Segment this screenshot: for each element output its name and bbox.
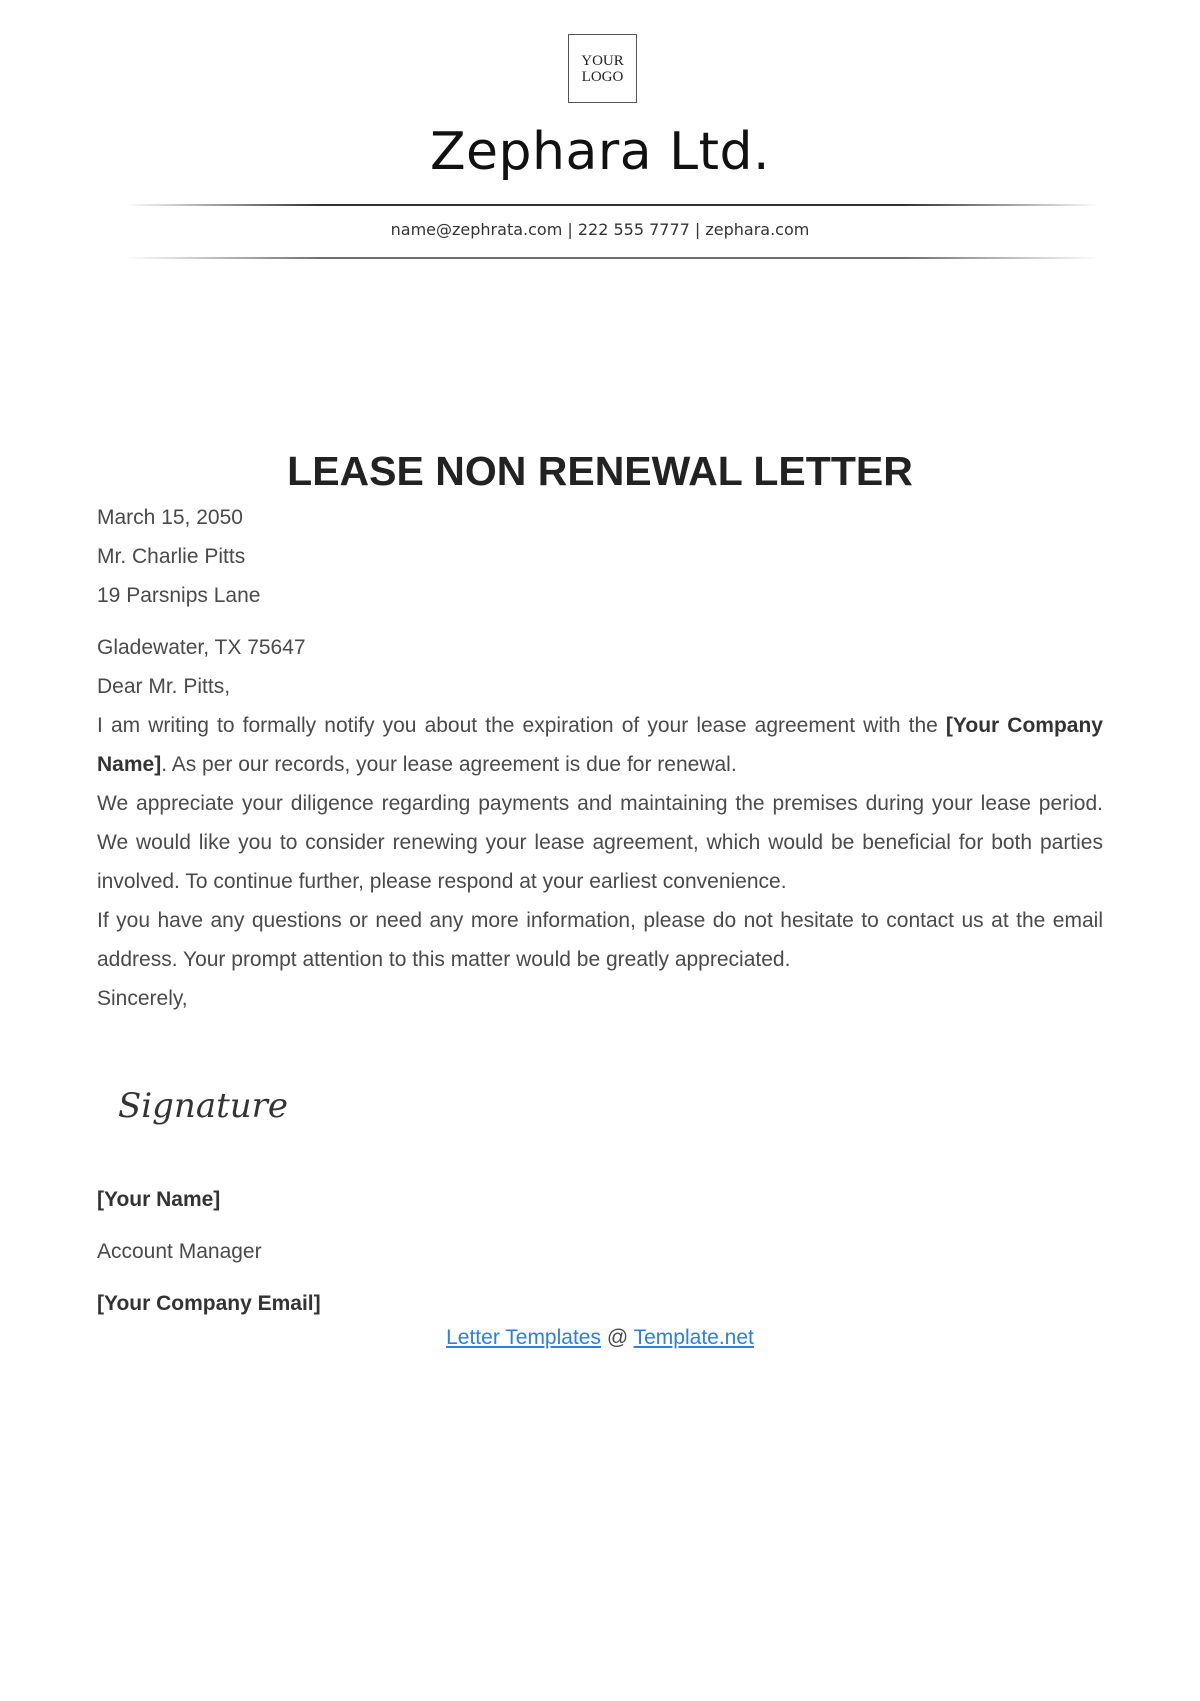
footer-separator: @: [606, 1326, 629, 1349]
letter-title: LEASE NON RENEWAL LETTER: [287, 448, 913, 494]
letter-date: March 15, 2050: [97, 506, 243, 529]
template-net-link[interactable]: Template.net: [633, 1326, 754, 1349]
sender-email: [Your Company Email]: [97, 1292, 321, 1315]
company-name-placeholder: [Your Company Name]: [97, 714, 1103, 776]
letter-body: [97, 706, 1103, 1018]
logo-text-line2: LOGO: [581, 68, 624, 85]
signature-image: Signature: [118, 1086, 289, 1126]
contact-info: name@zephrata.com | 222 555 7777 | zephara.com: [390, 220, 810, 239]
footer-credit: [0, 1326, 1200, 1350]
header-divider-bottom: [125, 257, 1100, 259]
address-line-1: 19 Parsnips Lane: [97, 584, 261, 607]
header-divider-top: [125, 204, 1100, 206]
salutation: Dear Mr. Pitts,: [97, 675, 231, 698]
paragraph-1-text-end: . As per our records, your lease agreement is due for renewal.: [161, 753, 737, 776]
paragraph-2: We appreciate your diligence regarding payments and maintaining the premises during your lease period. We would like you to consider renewing your lease agreement, which would be beneficial for both parties involved. To continue further, please respond at your earliest convenience.: [97, 792, 1103, 893]
sender-name: [Your Name]: [97, 1188, 221, 1211]
paragraph-3: If you have any questions or need any more information, please do not hesitate to contact us at the email address. Your prompt attention to this matter would be greatly appreciated.: [97, 909, 1103, 971]
paragraph-1: [97, 706, 1103, 784]
logo-text-line1: YOUR: [581, 52, 624, 69]
closing: Sincerely,: [97, 987, 188, 1010]
letter-templates-link[interactable]: Letter Templates: [446, 1326, 601, 1349]
company-name: Zephara Ltd.: [429, 122, 771, 182]
logo-placeholder: [568, 34, 637, 103]
recipient-name: Mr. Charlie Pitts: [97, 545, 246, 568]
address-line-2: Gladewater, TX 75647: [97, 636, 306, 659]
paragraph-1-text: I am writing to formally notify you about the expiration of your lease agreement with the: [97, 714, 946, 737]
sender-title: Account Manager: [97, 1240, 262, 1263]
